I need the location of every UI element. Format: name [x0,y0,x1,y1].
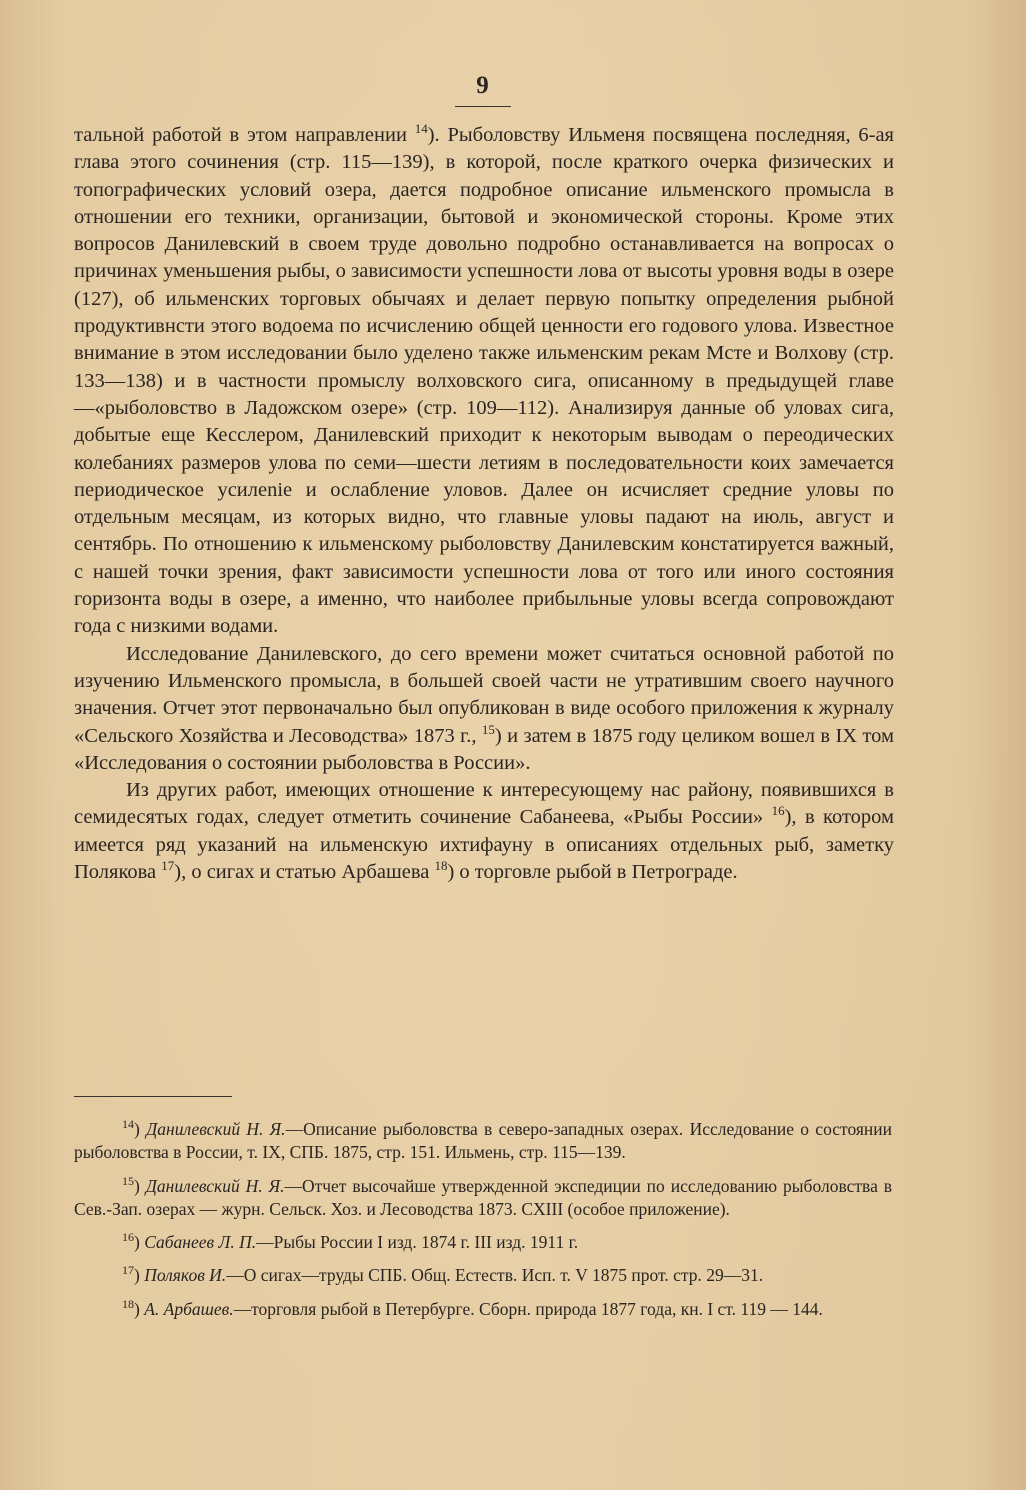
footnote-text: —Отчет высочайше утвержденной экспедиции по исследованию рыболовства в Сев.-Зап. озерах — журн. Сельск. Хоз. и Лесоводства 1873. CXIII (особое приложение). [74,1175,893,1219]
footnote-15: $^{15}$) Данилевский Н. Я.—Отчет высочайше утвержденной экспедиции по исследованию рыболовства в Сев.-Зап. озерах — журн. Сельск. Хоз. и Лесоводства 1873. CXIII (особое приложение). [74,1173,893,1219]
footnote-text: —Описание рыболовства в северо-западных озерах. Исследование о состоянии рыболовства в России, т. IX, СПБ. 1875, стр. 151. Ильмень, стр. 115—139. [74,1119,893,1163]
footnotes [74,1118,892,1331]
footnote-ref-17[interactable]: 17 [161,858,175,874]
footnote-text: —торговля рыбой в Петербурге. Сборн. природа 1877 года, кн. I ст. 119 — 144. [233,1298,823,1319]
footnote-mark: 14 [122,1117,134,1132]
footnote-separator [74,1096,232,1097]
paragraph-text: ), в котором имеется ряд указаний на ильменскую ихтифауну в описаниях отдельных рыб, заметку Полякова [74,806,894,884]
paragraph-text: ), о сигах и статью Арбашева [174,861,435,884]
footnote-author: Поляков И. [144,1265,227,1286]
footnote-mark: 18 [122,1296,134,1311]
footnote-ref-16[interactable]: 16 [771,803,785,819]
footnote-mark: 17 [122,1263,134,1278]
body-text [74,122,894,886]
footnote-author: Данилевский Н. Я. [145,1175,285,1196]
footnote-ref-14[interactable]: 14 [414,121,428,137]
footnote-18: $^{18}$) А. Арбашев.—торговля рыбой в Петербурге. Сборн. природа 1877 года, кн. I ст. 119 — 144. [122,1296,823,1319]
footnote-14: $^{14}$) Данилевский Н. Я.—Описание рыболовства в северо-западных озерах. Исследование о состоянии рыболовства в России, т. IX, СПБ. 1875, стр. 151. Ильмень, стр. 115—139. [74,1117,893,1163]
paragraph-text: ) о торговле рыбой в Петрограде. [447,861,738,884]
paragraph-2 [74,641,894,777]
footnote-mark: 15 [122,1173,134,1188]
footnote-text: —О сигах—труды СПБ. Общ. Естеств. Исп. т. V 1875 прот. стр. 29—31. [226,1265,764,1286]
footnote-ref-18[interactable]: 18 [434,858,448,874]
footnote-16: $^{16}$) Сабанеев Л. П.—Рыбы России I изд. 1874 г. III изд. 1911 г. [122,1230,579,1253]
paragraph-text: Исследование Данилевского, до сего времени может считаться основной работой по изучению Ильменского промысла, в большей своей части не утратившим своего научного значения. Отчет этот первоначально был опубликован в виде особого приложения к журналу «Сельского Хозяйства и Лесоводства» 1873 г., [74,642,894,747]
page-number: 9 [476,72,490,99]
paragraph-text: ) и затем в 1875 году целиком вошел в IX том «Исследования о состоянии рыболовства в России». [74,724,894,774]
footnote-17: $^{17}$) Поляков И.—О сигах—труды СПБ. Общ. Естеств. Исп. т. V 1875 прот. стр. 29—31. [122,1263,764,1286]
paragraph-text: Из других работ, имеющих отношение к интересующему нас району, появившихся в семидесятых годах, следует отметить сочинение Сабанеева, «Рыбы России» [74,779,894,829]
paragraph-text: ). Рыболовству Ильменя посвящена последняя, 6-ая глава этого сочинения (стр. 115—139), в которой, после краткого очерка физических и топографических условий озера, дается подробное описание ильменского промысла в отношении его техники, организации, бытовой и экономической стороны. Кроме этих вопросов Данилевский в своем труде довольно подробно останавливается на вопросах о причинах уменьшения рыбы, о зависимости успешности лова от высоты уровня воды в озере (127), об ильменских торговых обычаях и делает первую попытку определения рыбной продуктивнсти этого водоема по исчислению общей ценности его годового улова. Известное внимание в этом исследовании было уделено также ильменским рекам Мсте и Волхову (стр. 133—138) и в частности промыслу волховского сига, описанному в предыдущей главе—«рыболовство в Ладожском озере» (стр. 109—112). Анализируя данные об уловах сига, добытые еще Кесслером, Данилевский приходит к некоторым выводам о переодических колебаниях размеров улова по семи—шести летиям в последовательности коих замечается периодическое усилеnie и ослабление уловов. Далее он исчисляет средние уловы по отдельным месяцам, из которых видно, что главные уловы падают на июль, август и сентябрь. По отношению к ильменскому рыболовству Данилевским констатируется важный, с нашей точки зрения, факт зависимости успешности лова от того или иного состояния горизонта воды в озере, а именно, что наиболее прибыльные уловы всегда сопровождают года с низкими водами. [74,124,894,638]
footnote-ref-15[interactable]: 15 [481,721,495,737]
paragraph-1 [74,122,894,641]
footnote-text: —Рыбы России I изд. 1874 г. III изд. 1911 г. [256,1232,579,1253]
page-number-rule [455,106,511,107]
footnote-author: Сабанеев Л. П. [144,1232,257,1253]
footnote-mark: 16 [122,1230,134,1245]
footnote-author: А. Арбашев. [144,1298,234,1319]
footnote-author: Данилевский Н. Я. [146,1119,286,1139]
paragraph-text: тальной работой в этом направлении [74,124,415,146]
paragraph-3 [74,777,894,886]
